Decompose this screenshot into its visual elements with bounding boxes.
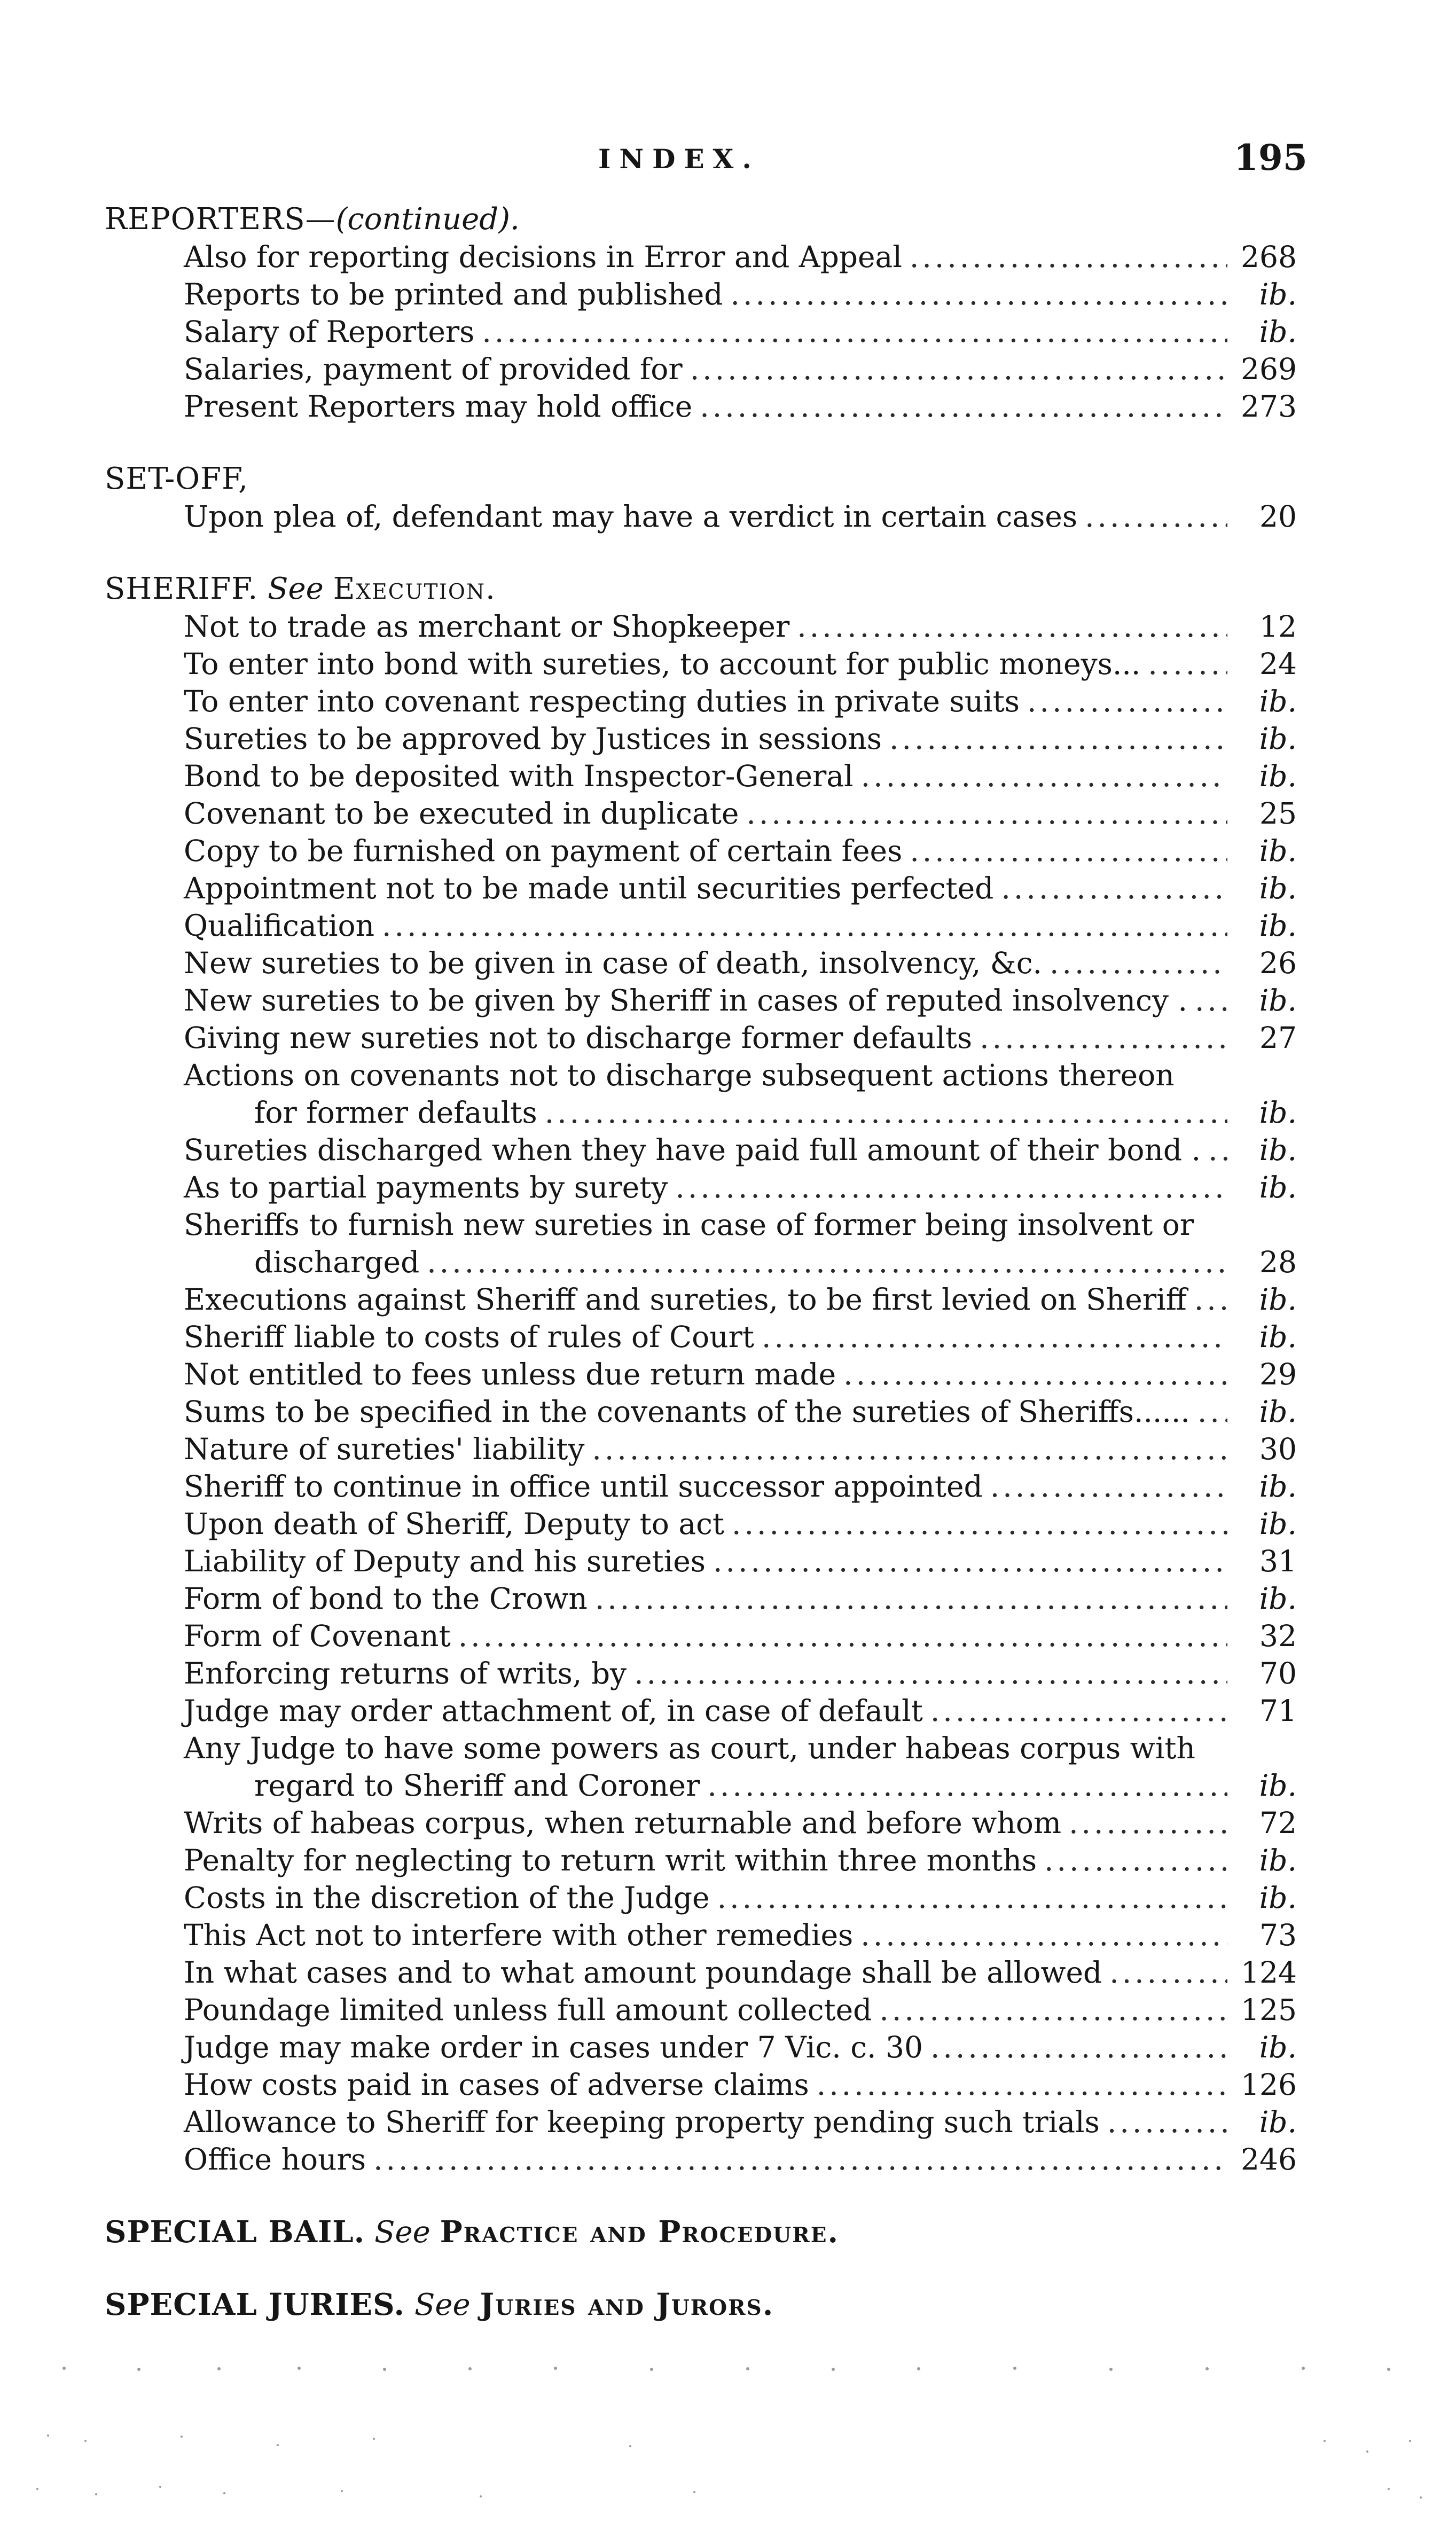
- entry-text: To enter into covenant respecting duties in private suits: [184, 684, 1020, 718]
- page-ref: ib.: [1259, 722, 1297, 756]
- page-ref: ib.: [1259, 1282, 1297, 1317]
- page-ref: 27: [1259, 1021, 1297, 1055]
- section-heading: [105, 570, 1297, 608]
- page-ref: ib.: [1259, 315, 1297, 349]
- see-word: See: [268, 571, 324, 606]
- index-entry: [105, 757, 1297, 795]
- entry-text: Actions on covenants not to discharge subsequent actions thereon: [184, 1058, 1175, 1092]
- index-entry: [105, 1842, 1297, 1879]
- leader-dots: [382, 907, 1227, 944]
- page-ref: 26: [1259, 946, 1297, 980]
- page-ref: ib.: [1259, 871, 1297, 905]
- entry-list: [105, 498, 1297, 535]
- index-entry: [105, 1916, 1297, 1954]
- entry-continuation-line: [184, 1094, 1297, 1131]
- entry-text: Copy to be furnished on payment of certain fees: [184, 834, 903, 868]
- section-heading: [105, 2286, 1297, 2323]
- index-entry: [105, 720, 1297, 757]
- entry-text: Salaries, payment of provided for: [184, 352, 683, 386]
- entry-continuation-line: [184, 1767, 1297, 1804]
- entry-text: Sureties discharged when they have paid full amount of their bond .: [184, 1133, 1201, 1167]
- entry-text: As to partial payments by surety: [184, 1170, 668, 1204]
- entry-text: Enforcing returns of writs, by: [184, 1656, 627, 1690]
- leader-dots: [373, 2141, 1227, 2178]
- leader-dots: [980, 1019, 1227, 1056]
- running-title: INDEX.: [598, 143, 760, 175]
- index-entry: [105, 1356, 1297, 1393]
- index-entry: [105, 944, 1297, 982]
- section-heading: [105, 201, 1297, 238]
- page-ref: ib.: [1259, 1843, 1297, 1877]
- heading-text: REPORTERS—: [105, 202, 336, 237]
- leader-dots: [930, 2029, 1227, 2066]
- index-entry: [105, 1468, 1297, 1505]
- index-entry: [105, 1169, 1297, 1206]
- leader-dots: [592, 1430, 1227, 1468]
- leader-dots: [860, 1916, 1227, 1954]
- leader-dots: [713, 1543, 1227, 1580]
- index-entry: [105, 1804, 1297, 1842]
- leader-dots: [1085, 498, 1227, 535]
- page-ref: ib.: [1259, 1095, 1297, 1130]
- page-ref: 25: [1259, 796, 1297, 831]
- entry-text: New sureties to be given in case of death, insolvency, &c.: [184, 946, 1043, 980]
- page-ref: 72: [1259, 1806, 1297, 1840]
- index-entry: [105, 645, 1297, 683]
- leader-dots: [482, 313, 1227, 350]
- entry-text: Penalty for neglecting to return writ within three months: [184, 1843, 1037, 1877]
- page-ref: 71: [1259, 1694, 1297, 1728]
- index-entry: [105, 1954, 1297, 1991]
- index-entry: [105, 683, 1297, 720]
- page-ref: 70: [1259, 1656, 1297, 1690]
- see-word: See: [414, 2288, 471, 2322]
- index-entry: [105, 1543, 1297, 1580]
- index-entry: [105, 795, 1297, 832]
- leader-dots: [817, 2066, 1227, 2103]
- page-ref: ib.: [1259, 1170, 1297, 1204]
- page-number: 195: [1234, 137, 1308, 178]
- index-entry: [105, 1056, 1297, 1131]
- entry-text: Upon plea of, defendant may have a verdict in certain cases: [184, 499, 1078, 534]
- entry-text: Allowance to Sheriff for keeping property pending such trials: [184, 2105, 1100, 2139]
- leader-dots: [595, 1580, 1227, 1617]
- entry-text: Covenant to be executed in duplicate: [184, 796, 739, 831]
- page-ref: ib.: [1259, 909, 1297, 943]
- page-ref: 31: [1259, 1544, 1297, 1578]
- entry-text: Sheriff liable to costs of rules of Court: [184, 1320, 755, 1354]
- entry-text: How costs paid in cases of adverse claims: [184, 2068, 809, 2102]
- index-entry: [105, 1991, 1297, 2029]
- page-ref: 246: [1241, 2142, 1297, 2176]
- leader-dots: [879, 1991, 1227, 2029]
- page-ref: 126: [1241, 2068, 1297, 2102]
- heading-text: SPECIAL JURIES.: [105, 2287, 405, 2322]
- cross-reference: Practice and Procedure.: [440, 2214, 839, 2250]
- index-entry: [105, 1019, 1297, 1056]
- index-entry: [105, 2029, 1297, 2066]
- entry-text: Nature of sureties' liability: [184, 1432, 585, 1466]
- entry-text: Giving new sureties not to discharge former defaults: [184, 1021, 973, 1055]
- index-entry: [105, 1617, 1297, 1655]
- leader-dots: [1027, 683, 1227, 720]
- page-ref: ib.: [1259, 2105, 1297, 2139]
- entry-text: Not to trade as merchant or Shopkeeper: [184, 609, 790, 644]
- leader-dots: [700, 388, 1227, 425]
- leader-dots: [990, 1468, 1227, 1505]
- entry-text: Liability of Deputy and his sureties: [184, 1544, 706, 1578]
- leader-dots: [1148, 645, 1227, 683]
- index-entry: [105, 1505, 1297, 1543]
- leader-dots: [732, 1505, 1227, 1543]
- page-ref: ib.: [1259, 1881, 1297, 1915]
- leader-dots: [1208, 1131, 1227, 1169]
- entry-text: Writs of habeas corpus, when returnable and before whom: [184, 1806, 1062, 1840]
- entry-continuation: for former defaults: [254, 1095, 537, 1130]
- leader-dots: [427, 1243, 1227, 1281]
- index-entry: [105, 832, 1297, 870]
- cross-reference: Execution.: [333, 571, 496, 606]
- leader-dots: [1195, 982, 1227, 1019]
- index-entry: [105, 1318, 1297, 1356]
- leader-dots: [762, 1318, 1227, 1356]
- leader-dots: [910, 832, 1227, 870]
- entry-text: Appointment not to be made until securities perfected: [184, 871, 994, 905]
- page-ref: 24: [1259, 647, 1297, 681]
- leader-dots: [1197, 1393, 1227, 1430]
- index-entry: [105, 870, 1297, 907]
- entry-list: [105, 608, 1297, 2178]
- index-entry: [105, 276, 1297, 313]
- section-set-off: [105, 460, 1297, 535]
- page-ref: ib.: [1259, 1469, 1297, 1504]
- leader-dots: [690, 350, 1227, 388]
- page-ref: 124: [1241, 1955, 1297, 1990]
- index-entry: [105, 498, 1297, 535]
- page-ref: 28: [1259, 1245, 1297, 1279]
- index-entry: [105, 2103, 1297, 2141]
- entry-text: Sheriffs to furnish new sureties in case of former being insolvent or: [184, 1208, 1194, 1242]
- section-special-juries: [105, 2286, 1297, 2323]
- leader-dots: [797, 608, 1227, 645]
- running-head: [0, 137, 1456, 186]
- entry-text: Also for reporting decisions in Error and Appeal: [184, 240, 902, 274]
- entry-text: Reports to be printed and published: [184, 277, 723, 311]
- entry-text: Not entitled to fees unless due return made: [184, 1357, 836, 1391]
- page-ref: ib.: [1259, 277, 1297, 311]
- page-ref: ib.: [1259, 834, 1297, 868]
- scan-noise: [0, 2361, 1456, 2519]
- index-entry: [105, 1131, 1297, 1169]
- index-entry: [105, 1281, 1297, 1318]
- page-ref: 269: [1241, 352, 1297, 386]
- leader-dots: [675, 1169, 1227, 1206]
- page-ref: ib.: [1259, 684, 1297, 718]
- heading-note: (continued).: [335, 202, 520, 237]
- index-entry: [105, 1430, 1297, 1468]
- index-entry: [105, 907, 1297, 944]
- entry-text: Judge may order attachment of, in case of default: [184, 1694, 923, 1728]
- leader-dots: [1194, 1281, 1227, 1318]
- index-entry: [105, 1729, 1297, 1804]
- leader-dots: [1044, 1842, 1227, 1879]
- leader-dots: [458, 1617, 1227, 1655]
- leader-dots: [910, 238, 1227, 276]
- index-entry: [105, 1206, 1297, 1281]
- index-entry: [105, 2141, 1297, 2178]
- index-entry: [105, 1393, 1297, 1430]
- entry-text: Sureties to be approved by Justices in sessions: [184, 722, 882, 756]
- heading-text: SET-OFF,: [105, 461, 248, 496]
- leader-dots: [930, 1692, 1227, 1729]
- entry-text: Office hours: [184, 2142, 366, 2176]
- entry-continuation-line: [184, 1243, 1297, 1281]
- leader-dots: [717, 1879, 1227, 1916]
- page-ref: ib.: [1259, 759, 1297, 793]
- entry-text: New sureties to be given by Sheriff in cases of reputed insolvency .: [184, 983, 1187, 1017]
- leader-dots: [731, 276, 1228, 313]
- scan-noise-dots: [0, 2361, 1456, 2519]
- index-body: [105, 201, 1297, 2323]
- entry-continuation: regard to Sheriff and Coroner: [254, 1768, 700, 1803]
- page-ref: 29: [1259, 1357, 1297, 1391]
- entry-text: This Act not to interfere with other remedies: [184, 1918, 854, 1952]
- section-heading: [105, 2213, 1297, 2251]
- leader-dots: [1109, 1954, 1227, 1991]
- section-special-bail: [105, 2213, 1297, 2251]
- page-ref: 32: [1259, 1619, 1297, 1653]
- page-ref: 273: [1241, 389, 1297, 424]
- leader-dots: [1001, 870, 1227, 907]
- entry-text: Sums to be specified in the covenants of the sureties of Sheriffs......: [184, 1395, 1190, 1429]
- entry-text: Sheriff to continue in office until successor appointed: [184, 1469, 983, 1504]
- entry-text: Salary of Reporters: [184, 315, 475, 349]
- leader-dots: [861, 757, 1227, 795]
- entry-text: Form of Covenant: [184, 1619, 451, 1653]
- leader-dots: [1107, 2103, 1227, 2141]
- page-ref: ib.: [1259, 1133, 1297, 1167]
- leader-dots: [707, 1767, 1227, 1804]
- section-reporters: [105, 201, 1297, 425]
- leader-dots: [1050, 944, 1227, 982]
- entry-text: Any Judge to have some powers as court, under habeas corpus with: [184, 1731, 1195, 1765]
- heading-text: SHERIFF.: [105, 571, 259, 606]
- index-entry: [105, 1655, 1297, 1692]
- entry-text: In what cases and to what amount poundage shall be allowed: [184, 1955, 1102, 1990]
- leader-dots: [843, 1356, 1227, 1393]
- heading-text: SPECIAL BAIL.: [105, 2214, 365, 2250]
- index-entry: [105, 1580, 1297, 1617]
- index-entry: [105, 2066, 1297, 2103]
- entry-text: Costs in the discretion of the Judge: [184, 1881, 710, 1915]
- page-ref: 12: [1259, 609, 1297, 644]
- entry-continuation: discharged: [254, 1245, 420, 1279]
- index-entry: [105, 313, 1297, 350]
- entry-text: Form of bond to the Crown: [184, 1582, 588, 1616]
- entry-text: Present Reporters may hold office: [184, 389, 693, 424]
- see-word: See: [374, 2215, 430, 2250]
- section-sheriff: [105, 570, 1297, 2178]
- cross-reference: Juries and Jurors.: [480, 2287, 774, 2322]
- page-ref: ib.: [1259, 1768, 1297, 1803]
- index-entry: [105, 1879, 1297, 1916]
- page-ref: 125: [1241, 1993, 1297, 2027]
- index-entry: [105, 1692, 1297, 1729]
- entry-text: Executions against Sheriff and sureties, to be first levied on Sheriff: [184, 1282, 1187, 1317]
- leader-dots: [634, 1655, 1227, 1692]
- page-ref: 20: [1259, 499, 1297, 534]
- index-entry: [105, 608, 1297, 645]
- leader-dots: [746, 795, 1227, 832]
- section-heading: [105, 460, 1297, 498]
- index-entry: [105, 982, 1297, 1019]
- entry-text: Bond to be deposited with Inspector-General: [184, 759, 854, 793]
- page-ref: ib.: [1259, 1582, 1297, 1616]
- page-ref: ib.: [1259, 1320, 1297, 1354]
- index-entry: [105, 238, 1297, 276]
- entry-text: Upon death of Sheriff, Deputy to act: [184, 1507, 725, 1541]
- leader-dots: [889, 720, 1227, 757]
- page-ref: 30: [1259, 1432, 1297, 1466]
- page-ref: ib.: [1259, 1507, 1297, 1541]
- index-entry: [105, 388, 1297, 425]
- entry-text: To enter into bond with sureties, to account for public moneys...: [184, 647, 1141, 681]
- page-ref: ib.: [1259, 983, 1297, 1017]
- page-ref: 73: [1259, 1918, 1297, 1952]
- entry-text: Judge may make order in cases under 7 Vic. c. 30: [184, 2030, 923, 2064]
- entry-text: Poundage limited unless full amount collected: [184, 1993, 872, 2027]
- page-ref: 268: [1241, 240, 1297, 274]
- entry-text: Qualification: [184, 909, 374, 943]
- page-ref: ib.: [1259, 1395, 1297, 1429]
- entry-list: [105, 238, 1297, 425]
- page-ref: ib.: [1259, 2030, 1297, 2064]
- leader-dots: [1069, 1804, 1227, 1842]
- index-entry: [105, 350, 1297, 388]
- leader-dots: [545, 1094, 1227, 1131]
